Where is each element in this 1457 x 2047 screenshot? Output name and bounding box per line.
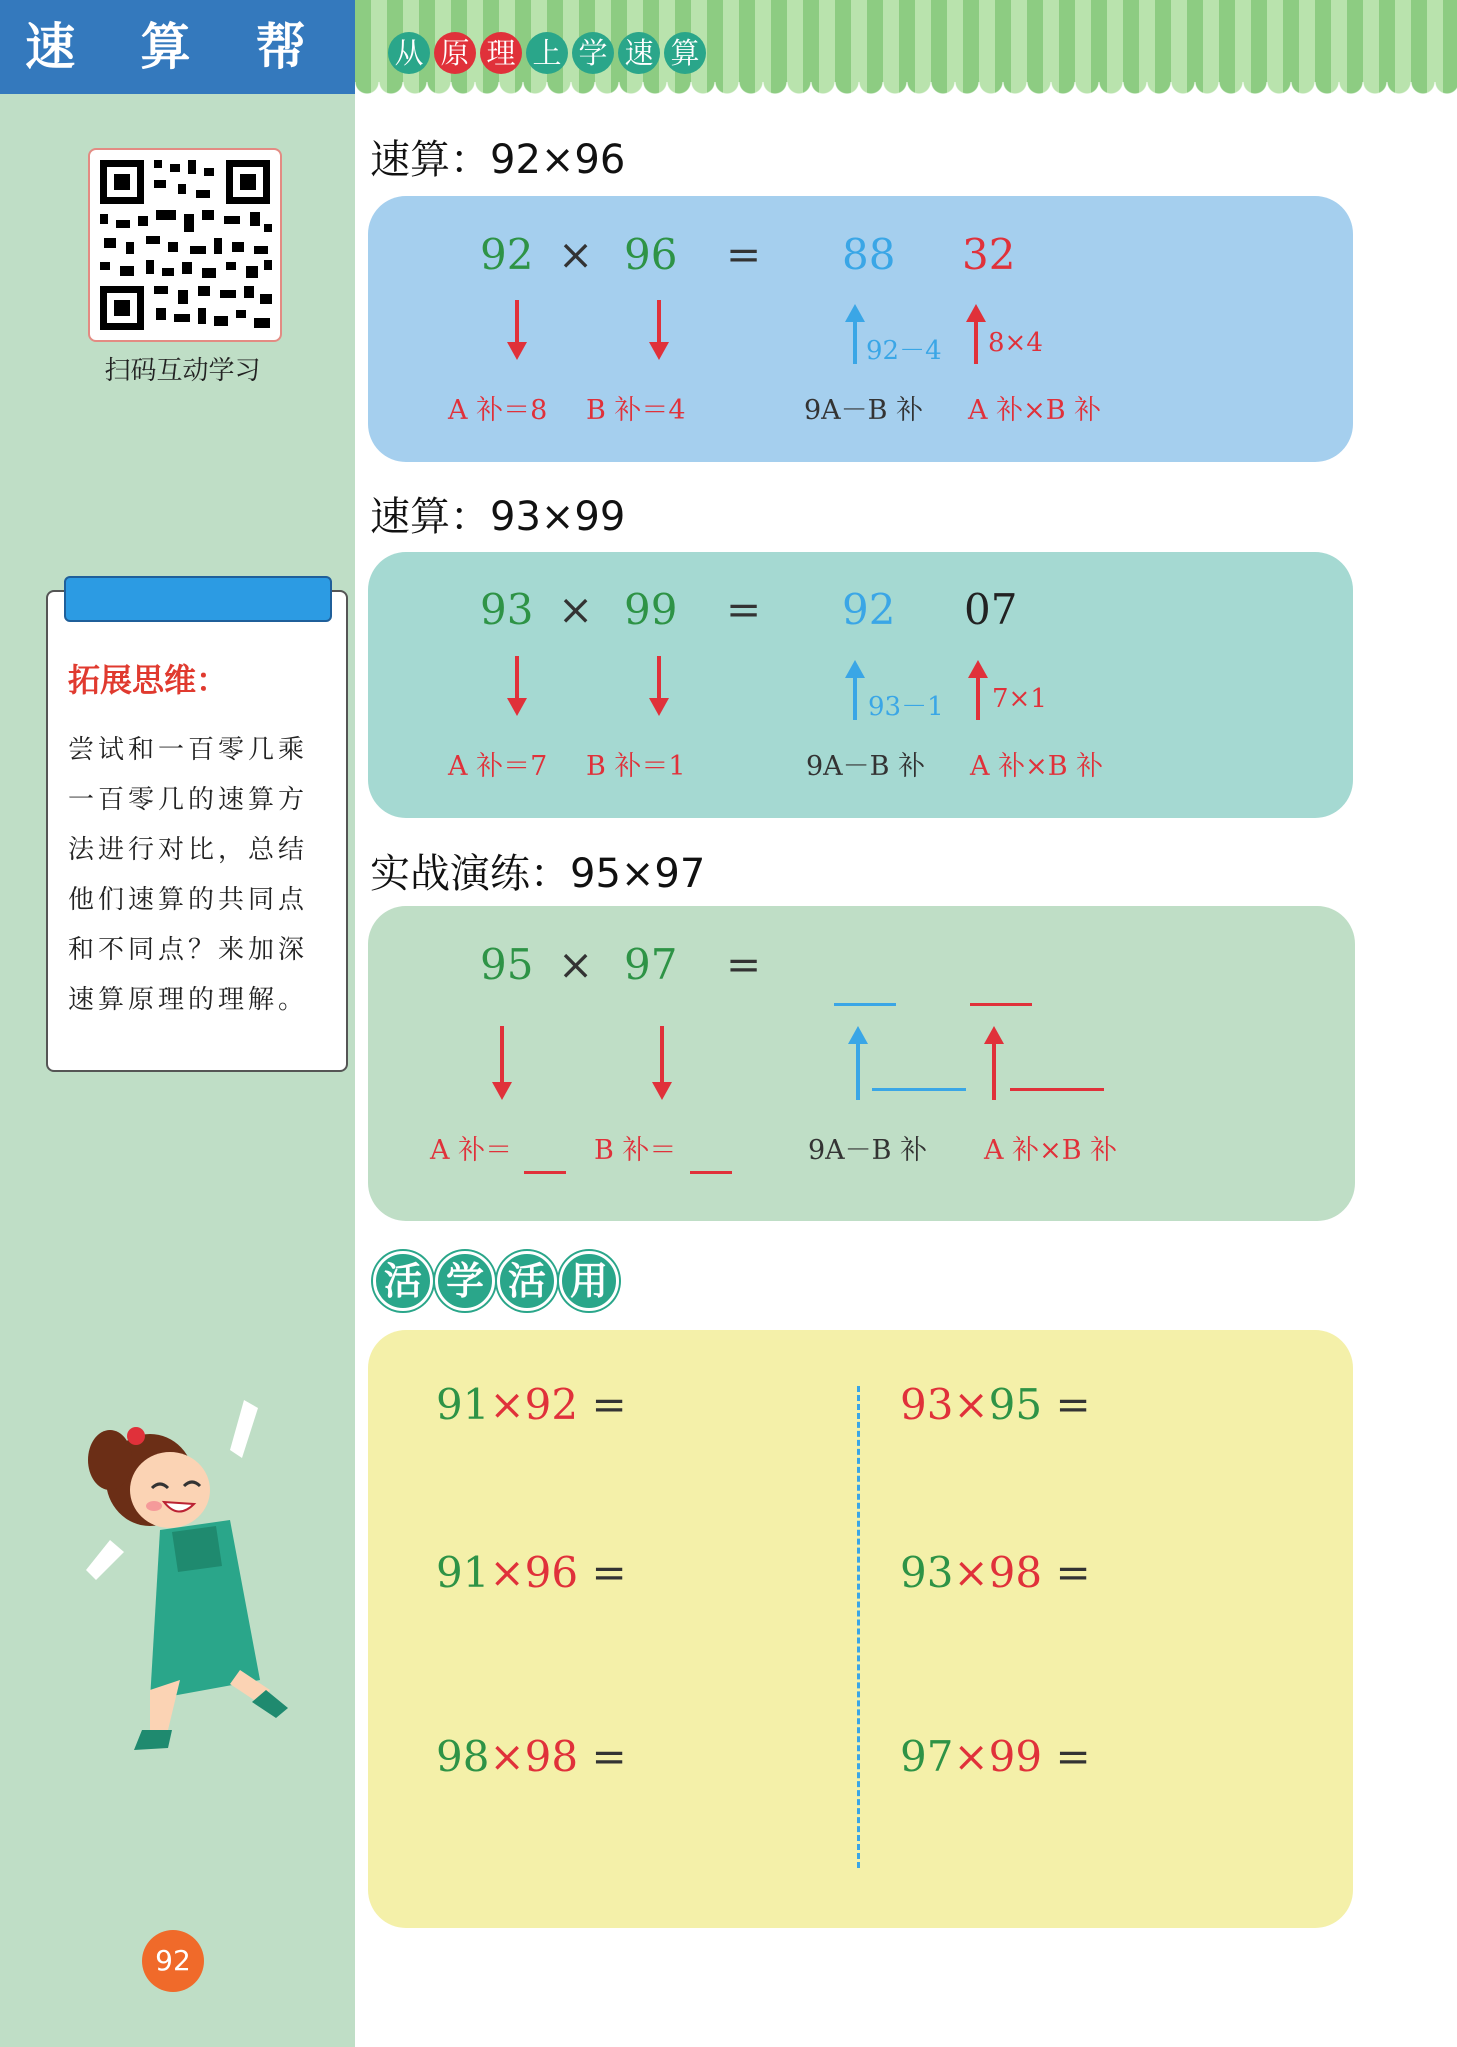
ex3-arrow-r1 bbox=[856, 1030, 860, 1100]
qr-code-icon bbox=[90, 150, 280, 340]
practice-item bbox=[436, 1732, 627, 1781]
practice-item bbox=[900, 1548, 1091, 1597]
ex2-r2: 07 bbox=[964, 585, 1018, 634]
example3-heading: 实战演练：95×97 bbox=[370, 851, 706, 897]
practice-eq: = bbox=[591, 1380, 627, 1429]
qr-label: 扫码互动学习 bbox=[104, 356, 261, 386]
ex1-r2: 32 bbox=[962, 230, 1016, 279]
practice-b: 98 bbox=[524, 1732, 579, 1781]
practice-a: 98 bbox=[436, 1732, 490, 1781]
ex3-note-blank-2[interactable] bbox=[1010, 1088, 1104, 1091]
practice-a: 93 bbox=[900, 1548, 954, 1597]
ex3-b: 97 bbox=[624, 940, 678, 989]
ex1-arrow-r2 bbox=[974, 308, 978, 364]
brand-title: 速 算 帮 bbox=[0, 0, 355, 94]
badge-char: 学 bbox=[435, 1251, 495, 1311]
ex1-a: 92 bbox=[480, 230, 534, 279]
ex3-times: × bbox=[558, 940, 594, 989]
practice-eq: = bbox=[1055, 1732, 1091, 1781]
practice-op: × bbox=[953, 1380, 989, 1429]
practice-op: × bbox=[489, 1732, 525, 1781]
subtitle-char: 上 bbox=[526, 32, 568, 74]
ex2-b: 99 bbox=[624, 585, 678, 634]
ex2-times: × bbox=[558, 585, 594, 634]
ex2-label-a: A 补＝7 bbox=[448, 751, 548, 782]
ex3-label-c: 9A－B 补 bbox=[808, 1135, 928, 1166]
ex2-label-b: B 补＝1 bbox=[586, 751, 686, 782]
practice-a: 93 bbox=[900, 1380, 954, 1429]
badge-char: 用 bbox=[559, 1251, 619, 1311]
subtitle-char: 速 bbox=[618, 32, 660, 74]
practice-op: × bbox=[489, 1548, 525, 1597]
ex3-label-a: A 补＝ bbox=[430, 1135, 513, 1166]
ex1-note2: 8×4 bbox=[988, 328, 1043, 358]
ex3-answer-blank-1[interactable] bbox=[834, 1003, 896, 1006]
subtitle-char: 算 bbox=[664, 32, 706, 74]
ex2-eq: = bbox=[726, 585, 762, 634]
ex3-label-d: A 补×B 补 bbox=[984, 1135, 1118, 1166]
ex2-note1: 93－1 bbox=[868, 692, 944, 722]
practice-item bbox=[436, 1380, 627, 1429]
practice-a: 97 bbox=[900, 1732, 954, 1781]
ex2-r1: 92 bbox=[842, 585, 896, 634]
qr-code[interactable] bbox=[88, 148, 282, 342]
page-number: 92 bbox=[142, 1930, 204, 1992]
practice-b: 98 bbox=[988, 1548, 1043, 1597]
ex2-label-c: 9A－B 补 bbox=[806, 751, 926, 782]
ex2-a: 93 bbox=[480, 585, 534, 634]
ex3-arrow-a bbox=[500, 1026, 504, 1096]
practice-eq: = bbox=[1055, 1548, 1091, 1597]
practice-op: × bbox=[489, 1380, 525, 1429]
think-box-header-bar bbox=[64, 576, 332, 622]
badge-char: 活 bbox=[497, 1251, 557, 1311]
practice-item bbox=[900, 1732, 1091, 1781]
ex1-b: 96 bbox=[624, 230, 678, 279]
ex1-label-a: A 补＝8 bbox=[448, 395, 548, 426]
ex3-a: 95 bbox=[480, 940, 534, 989]
ex3-arrow-r2 bbox=[992, 1030, 996, 1100]
ex3-note-blank-1[interactable] bbox=[872, 1088, 966, 1091]
think-title: 拓展思维： bbox=[68, 661, 229, 699]
ex1-arrow-b bbox=[657, 300, 661, 356]
subtitle-char: 从 bbox=[388, 32, 430, 74]
ex3-arrow-b bbox=[660, 1026, 664, 1096]
practice-a: 91 bbox=[436, 1548, 490, 1597]
badge-char: 活 bbox=[373, 1251, 433, 1311]
ex2-arrow-r1 bbox=[853, 664, 857, 720]
section-subtitle bbox=[388, 32, 706, 74]
ex1-label-d: A 补×B 补 bbox=[968, 395, 1102, 426]
ex2-note2: 7×1 bbox=[992, 684, 1047, 714]
ex2-arrow-a bbox=[515, 656, 519, 712]
ex2-arrow-r2 bbox=[976, 664, 980, 720]
ex2-label-d: A 补×B 补 bbox=[970, 751, 1104, 782]
practice-divider bbox=[857, 1386, 860, 1868]
practice-b: 95 bbox=[988, 1380, 1043, 1429]
ex1-r1: 88 bbox=[842, 230, 896, 279]
ex3-label-b: B 补＝ bbox=[594, 1135, 677, 1166]
header-scallop bbox=[355, 82, 1457, 106]
ex3-blank-b[interactable] bbox=[690, 1171, 732, 1174]
ex1-note1: 92－4 bbox=[866, 336, 942, 366]
ex1-times: × bbox=[558, 230, 594, 279]
practice-eq: = bbox=[591, 1548, 627, 1597]
practice-item bbox=[900, 1380, 1091, 1429]
practice-eq: = bbox=[1055, 1380, 1091, 1429]
ex1-arrow-a bbox=[515, 300, 519, 356]
practice-b: 99 bbox=[988, 1732, 1043, 1781]
practice-op: × bbox=[953, 1548, 989, 1597]
ex3-blank-a[interactable] bbox=[524, 1171, 566, 1174]
practice-badge bbox=[373, 1251, 619, 1311]
practice-item bbox=[436, 1548, 627, 1597]
ex1-arrow-r1 bbox=[853, 308, 857, 364]
practice-eq: = bbox=[591, 1732, 627, 1781]
ex3-answer-blank-2[interactable] bbox=[970, 1003, 1032, 1006]
practice-a: 91 bbox=[436, 1380, 490, 1429]
ex2-arrow-b bbox=[657, 656, 661, 712]
example2-heading: 速算：93×99 bbox=[370, 494, 626, 540]
ex1-label-b: B 补＝4 bbox=[586, 395, 686, 426]
practice-b: 96 bbox=[524, 1548, 579, 1597]
ex3-eq: = bbox=[726, 940, 762, 989]
practice-b: 92 bbox=[524, 1380, 579, 1429]
practice-op: × bbox=[953, 1732, 989, 1781]
girl-illustration bbox=[80, 1390, 300, 1760]
example1-heading: 速算：92×96 bbox=[370, 137, 626, 183]
subtitle-char: 原 bbox=[434, 32, 476, 74]
subtitle-char: 理 bbox=[480, 32, 522, 74]
subtitle-char: 学 bbox=[572, 32, 614, 74]
ex1-eq: = bbox=[726, 230, 762, 279]
ex1-label-c: 9A－B 补 bbox=[804, 395, 924, 426]
think-body: 尝试和一百零几乘一百零几的速算方法进行对比，总结他们速算的共同点和不同点？来加深速算原理的理解。 bbox=[68, 735, 309, 1015]
